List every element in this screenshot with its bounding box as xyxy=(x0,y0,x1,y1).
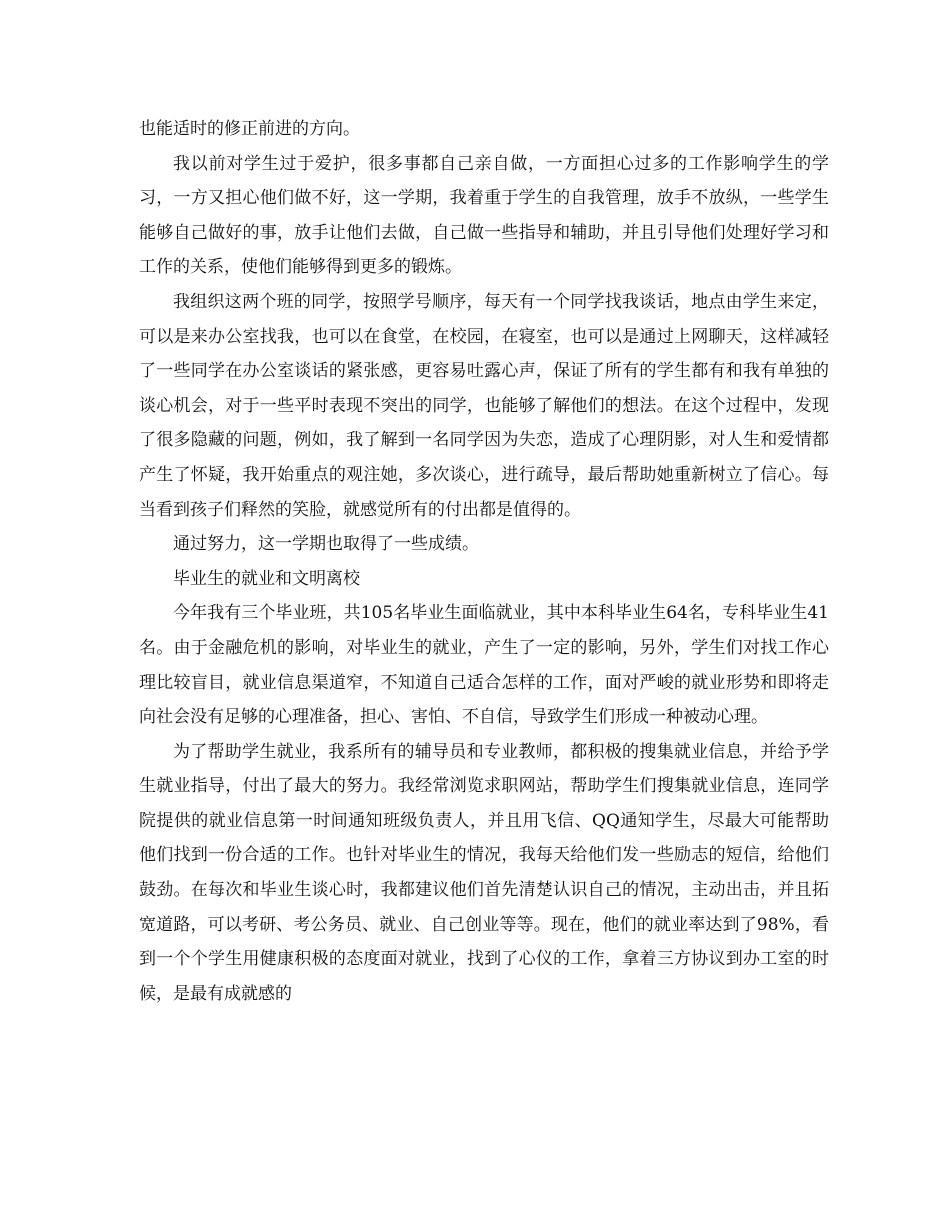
paragraph-continuation: 也能适时的修正前进的方向。 xyxy=(139,119,360,139)
document-body xyxy=(139,112,829,1011)
paragraph-employment-help: 为了帮助学生就业，我系所有的辅导员和专业教师，都积极的搜集就业信息，并给予学生就业指导，付出了最大的努力。我经常浏览求职网站，帮助学生们搜集就业信息，连同学院提供的就业信息第一时间通知班级负责人，并且用飞信、QQ通知学生，尽最大可能帮助他们找到一份合适的工作。也针对毕业生的情况，我每天给他们发一些励志的短信，给他们鼓劲。在每次和毕业生谈心时，我都建议他们首先清楚认识自己的情况，主动出击，并且拓宽道路，可以考研、考公务员、就业、自己创业等等。现在，他们的就业率达到了98%，看到一个个学生用健康积极的态度面对就业，找到了心仪的工作，拿着三方协议到办工室的时候，是最有成就感的 xyxy=(139,741,829,1004)
paragraph-achievements: 通过努力，这一学期也取得了一些成绩。 xyxy=(173,534,479,555)
paragraph-self-management: 我以前对学生过于爱护，很多事都自己亲自做，一方面担心过多的工作影响学生的学习，一方又担心他们做不好，这一学期，我着重于学生的自我管理，放手不放纵，一些学生能够自己做好的事，放手让他们去做，自己做一些指导和辅助，并且引导他们处理好学习和工作的关系，使他们能够得到更多的锻炼。 xyxy=(139,153,829,278)
section-heading-graduates: 毕业生的就业和文明离校 xyxy=(173,568,360,589)
paragraph-graduates: 今年我有三个毕业班，共105名毕业生面临就业，其中本科毕业生64名，专科毕业生41名。由于金融危机的影响，对毕业生的就业，产生了一定的影响，另外，学生们对找工作心理比较盲目，就业信息渠道窄，不知道自己适合怎样的工作，面对严峻的就业形势和即将走向社会没有足够的心理准备，担心、害怕、不自信，导致学生们形成一种被动心理。 xyxy=(139,603,829,728)
paragraph-talks: 我组织这两个班的同学，按照学号顺序，每天有一个同学找我谈话，地点由学生来定，可以是来办公室找我，也可以在食堂，在校园，在寝室，也可以是通过上网聊天，这样减轻了一些同学在办公室谈话的紧张感，更容易吐露心声，保证了所有的学生都有和我有单独的谈心机会，对于一些平时表现不突出的同学，也能够了解他们的想法。在这个过程中，发现了很多隐藏的问题，例如，我了解到一名同学因为失恋，造成了心理阴影，对人生和爱情都产生了怀疑，我开始重点的观注她，多次谈心，进行疏导，最后帮助她重新树立了信心。每当看到孩子们释然的笑脸，就感觉所有的付出都是值得的。 xyxy=(139,291,829,520)
